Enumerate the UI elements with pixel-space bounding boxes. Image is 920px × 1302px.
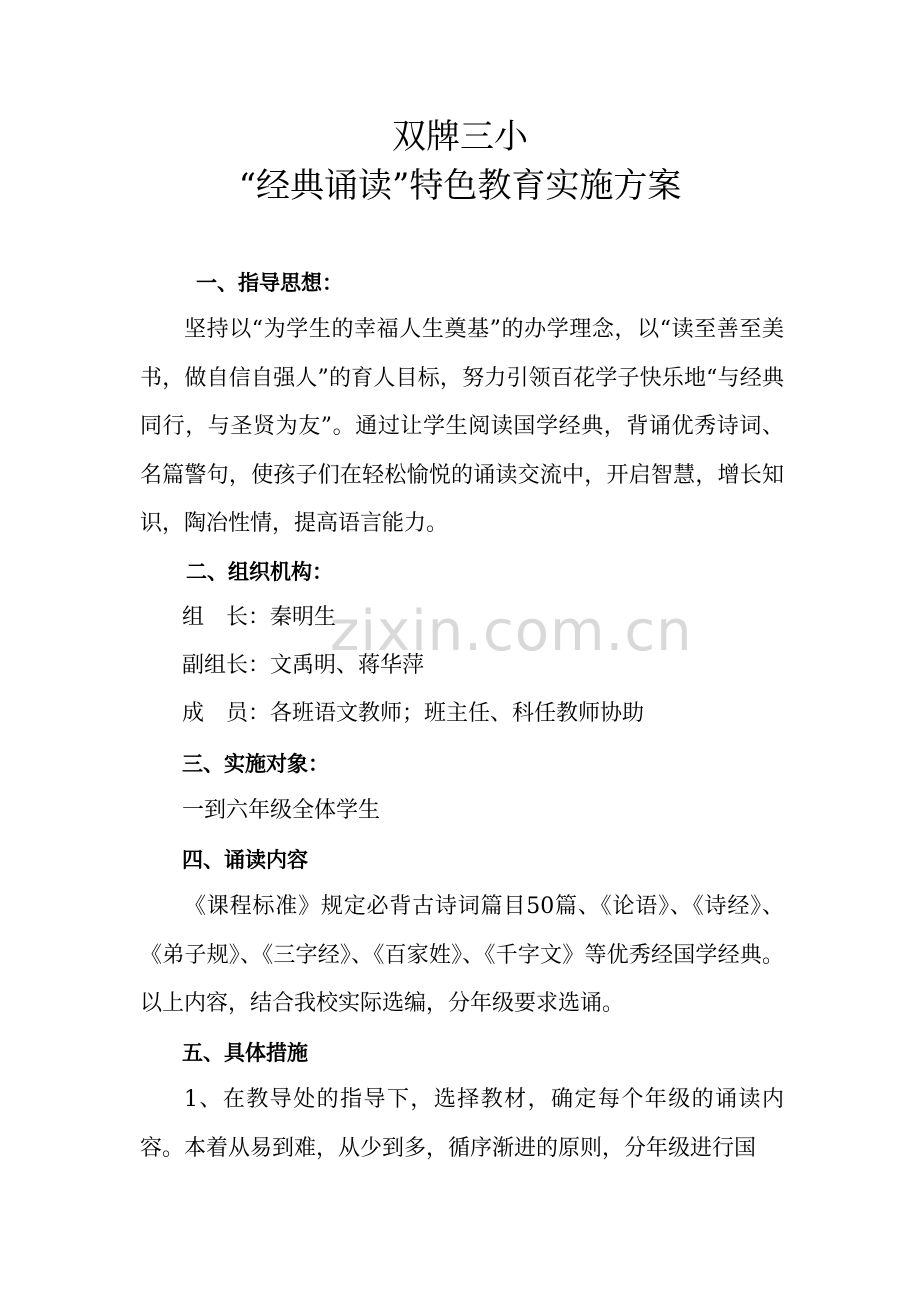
organization-leader: 组 长：秦明生 <box>182 605 337 630</box>
document-title: “经典诵读”特色教育实施方案 <box>238 166 682 206</box>
reading-content-paragraph: 《课程标准》规定必背古诗词篇目50篇、《论语》、《诗经》、《弟子规》、《三字经》、《百家姓》、《千字文》等优秀经国学经典。以上内容，结合我校实际选编，分年级要求选诵。 <box>140 894 784 1016</box>
target-text: 一到六年级全体学生 <box>182 798 381 823</box>
organization-members: 成 员：各班语文教师；班主任、科任教师协助 <box>182 701 645 726</box>
organization-deputy: 副组长：文禹明、蒋华萍 <box>182 653 425 678</box>
section-heading-measures: 五、具体措施 <box>182 1041 308 1065</box>
section-heading-reading-content: 四、诵读内容 <box>182 848 308 872</box>
watermark-logo: zixin.com.cn <box>330 599 693 664</box>
measures-paragraph: 1、在教导处的指导下，选择教材，确定每个年级的诵读内容。本着从易到难，从少到多，循序渐进的原则，分年级进行国 <box>140 1087 784 1161</box>
section-heading-target: 三、实施对象： <box>182 752 329 776</box>
section-heading-organization: 二、组织机构： <box>186 560 333 584</box>
section-heading-guiding-thought: 一、指导思想： <box>196 271 343 295</box>
guiding-thought-paragraph: 坚持以“为学生的幸福人生奠基”的办学理念，以“读至善至美书，做自信自强人”的育人目标，努力引领百花学子快乐地“与经典同行，与圣贤为友”。通过让学生阅读国学经典，背诵优秀诗词、名篇警句，使孩子们在轻松愉悦的诵读交流中，开启智慧，增长知识，陶冶性情，提高语言能力。 <box>140 317 784 536</box>
school-name-title: 双牌三小 <box>392 117 528 157</box>
